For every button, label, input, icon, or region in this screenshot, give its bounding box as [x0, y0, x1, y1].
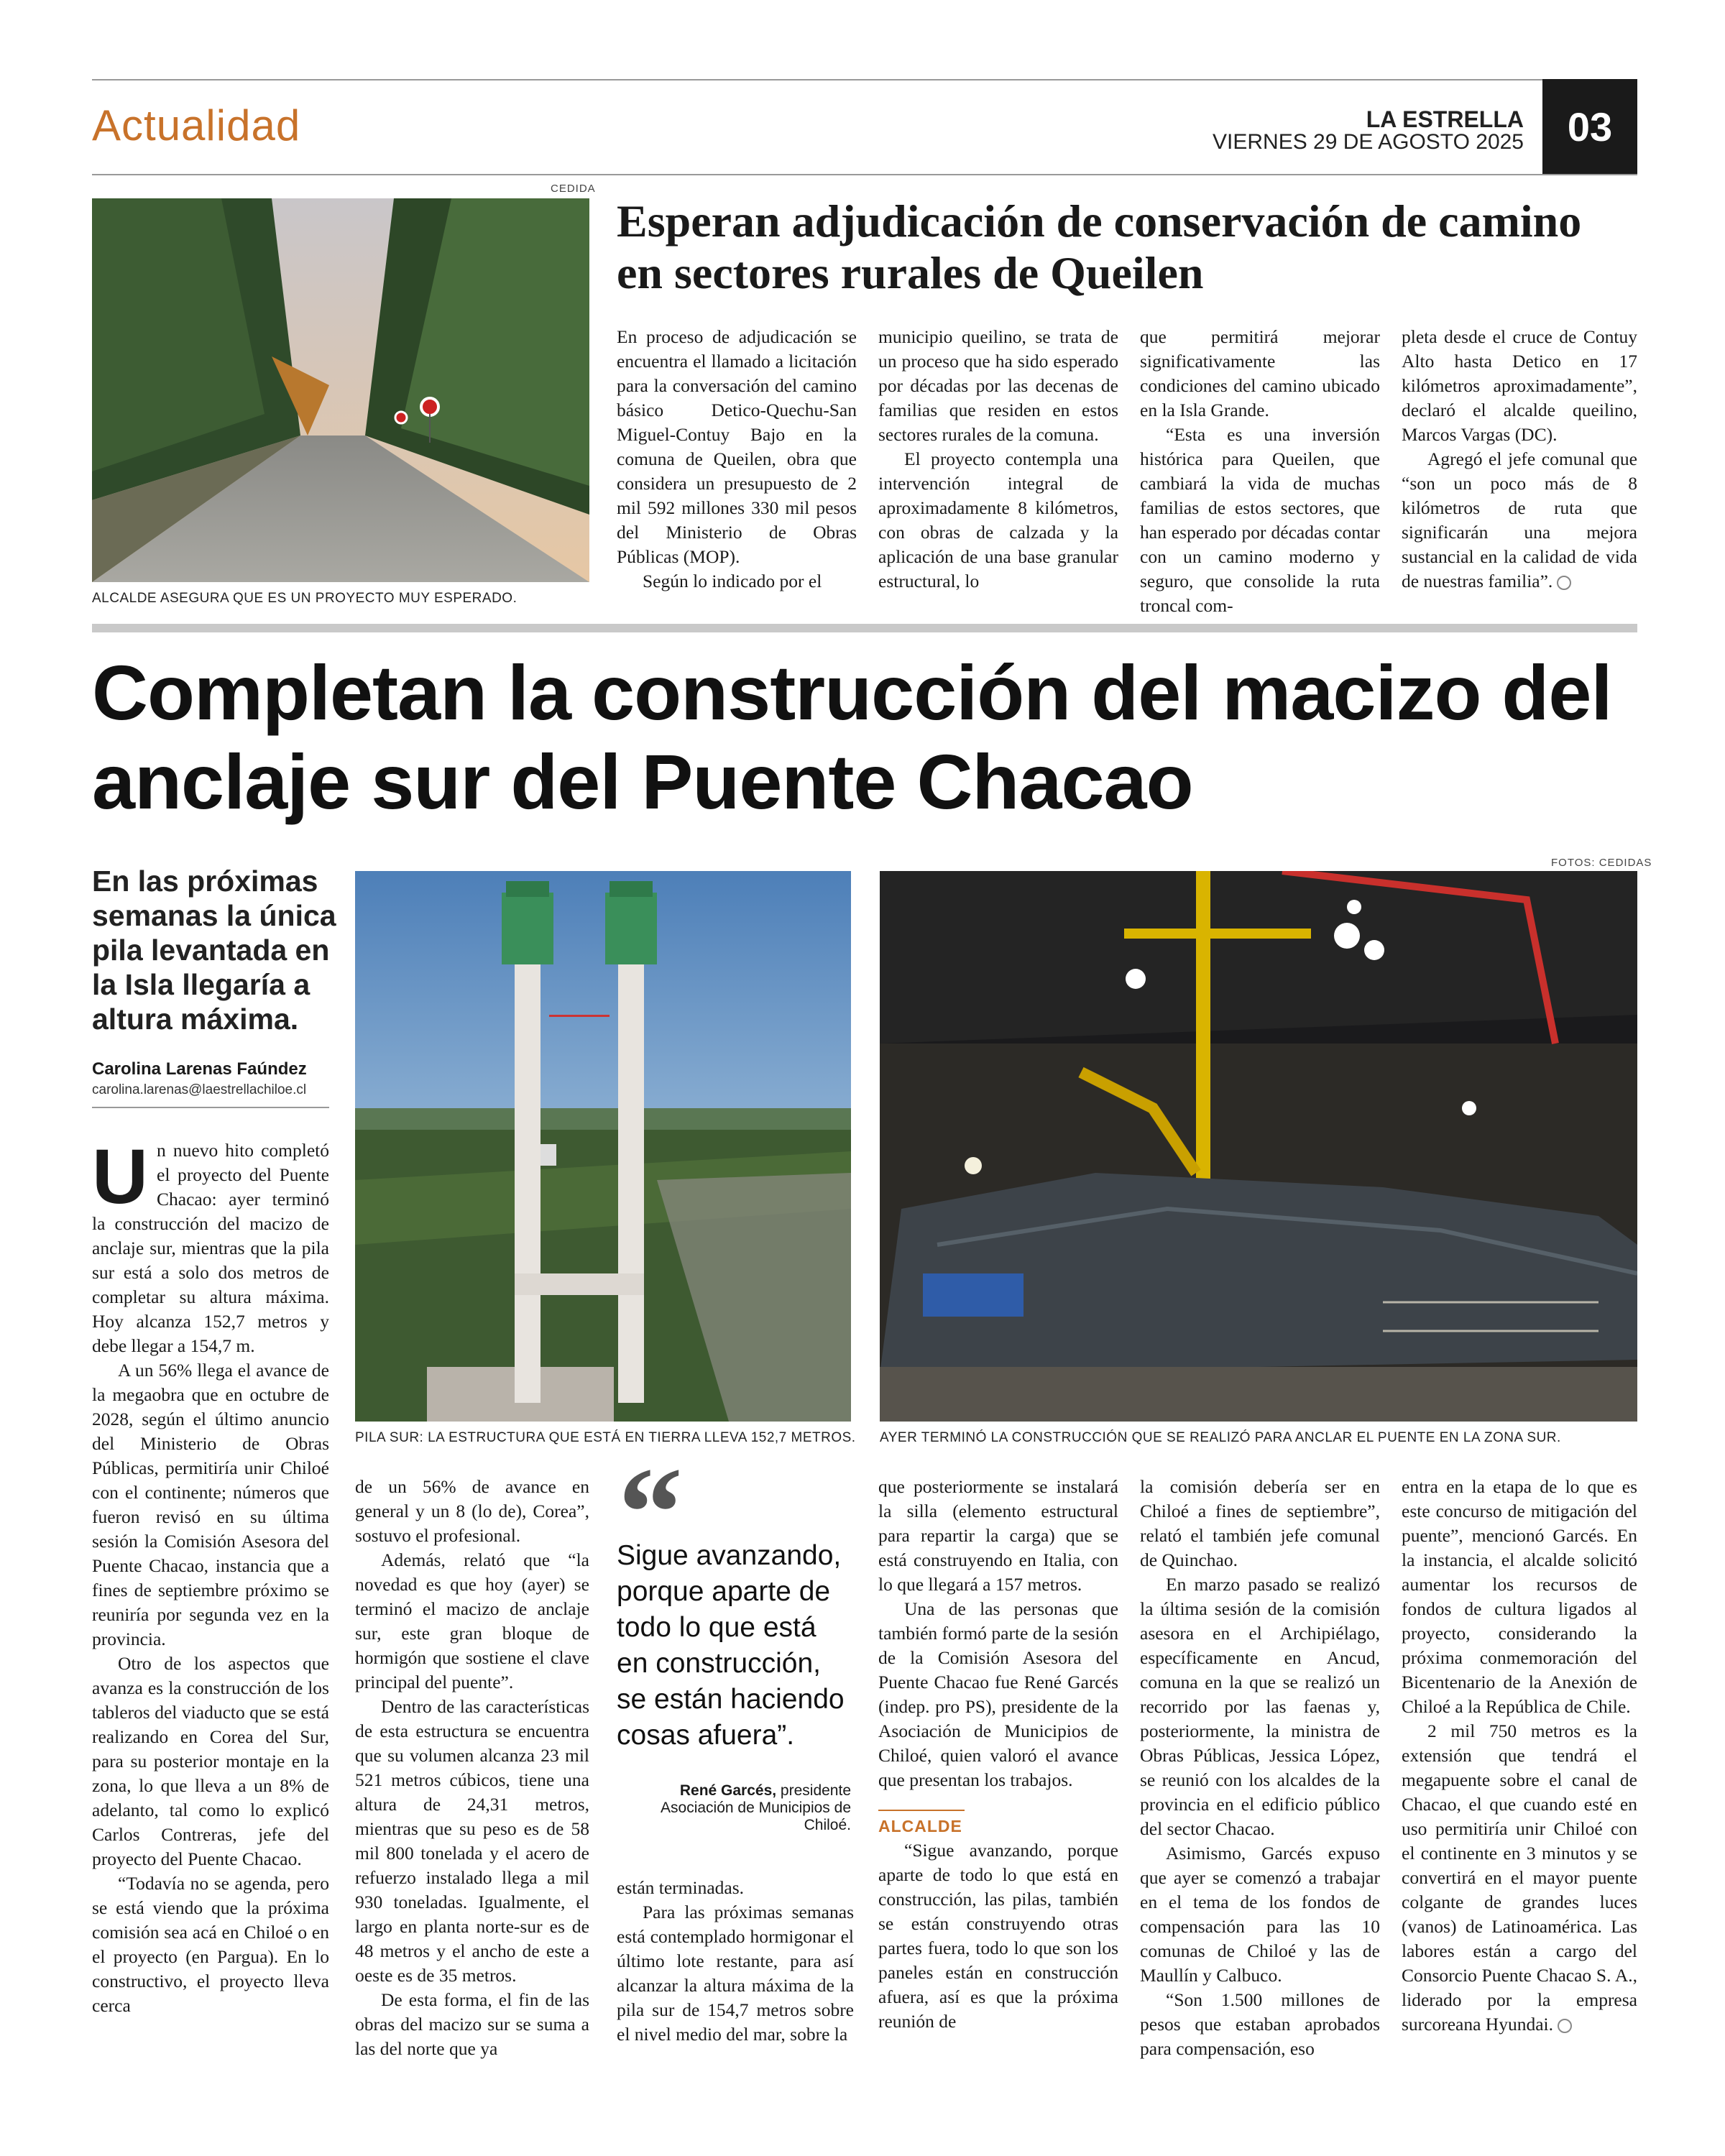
- tower-photo: [355, 871, 851, 1422]
- pull-quote: Sigue avanzando, porque aparte de todo lo que está en construcción, se están haciendo cosas afuera”.: [617, 1540, 845, 1751]
- paragraph: municipio queilino, se trata de un proceso que ha sido esperado por décadas por las decenas de familias que residen en estos sectores rurales de la comuna.: [878, 326, 1118, 445]
- quote-mark-icon: “: [618, 1441, 683, 1584]
- paragraph: En marzo pasado se realizó la última sesión de la comisión asesora en el Archipiélago, específicamente en Ancud, comuna en la que se realizó un recorrido por las faenas y, posteriormente, la ministra de Obras Públicas, Jessica López, se reunió con los alcaldes de la provincia en el edificio público del sector Chacao.: [1140, 1574, 1380, 1839]
- byline-email: carolina.larenas@laestrellachiloe.cl: [92, 1082, 307, 1097]
- paper-name: LA ESTRELLA: [1366, 106, 1524, 132]
- paragraph: Asimismo, Garcés expuso que ayer se comenzó a trabajar en el tema de los fondos de compensación para las 10 comunas de Chiloé y las de Maullín y Calbuco.: [1140, 1843, 1380, 1986]
- article-column: [355, 1475, 589, 2061]
- photo-caption: ALCALDE ASEGURA QUE ES UN PROYECTO MUY ESPERADO.: [92, 591, 518, 606]
- road-photo: [92, 198, 589, 582]
- page-number: 03: [1542, 79, 1637, 174]
- article-column: [1140, 325, 1380, 618]
- paragraph: entra en la etapa de lo que es este concurso de mitigación del puente”, mencionó Garcés. En la instancia, el alcalde solicitó aumentar los recursos de fondos de cultura ligados al proyecto, considerando la próxima conmemoración del Bicentenario de la Anexión de Chiloé a la República de Chile.: [1402, 1476, 1637, 1717]
- end-mark-icon: [1557, 576, 1571, 590]
- paragraph: “Sigue avanzando, porque aparte de todo lo que está en construcción, las pilas, también se están construyendo otras partes fuera, todo lo que son los paneles están en construcción afuera, así es que la próxima reunión de: [878, 1840, 1118, 2032]
- paragraph: de un 56% de avance en general y un 8 (lo de), Corea”, sostuvo el profesional.: [355, 1476, 589, 1546]
- paragraph: están terminadas.: [617, 1877, 745, 1898]
- paragraph: pleta desde el cruce de Contuy Alto hasta Detico en 17 kilómetros aproximadamente”, declaró el alcalde queilino, Marcos Vargas (DC).: [1402, 326, 1637, 445]
- paragraph: Además, relató que “la novedad es que hoy (ayer) se terminó el macizo de anclaje sur, este gran bloque de hormigón que sostiene el clave principal del puente”.: [355, 1549, 589, 1692]
- paragraph: que permitirá mejorar significativamente las condiciones del camino ubicado en la Isla Grande.: [1140, 326, 1380, 420]
- end-mark-icon: [1558, 2019, 1572, 2033]
- paragraph: Otro de los aspectos que avanza es la construcción de los tableros del viaducto que se está realizando en Corea del Sur, para su posterior montaje en la zona, lo que lleva a un 8% de adelanto, tal como lo explicó Carlos Contreras, jefe del proyecto del Puente Chacao.: [92, 1653, 329, 1869]
- paragraph: El proyecto contempla una intervención integral de aproximadamente 8 kilómetros, con obras de calzada y la aplicación de una base granular estructural, lo: [878, 448, 1118, 591]
- byline-author: Carolina Larenas Faúndez: [92, 1059, 307, 1079]
- paragraph: “Son 1.500 millones de pesos que estaban aprobados para compensación, eso: [1140, 1989, 1380, 2059]
- paragraph: A un 56% llega el avance de la megaobra que en octubre de 2028, según el último anuncio del Ministerio de Obras Públicas, permitiría unir Chiloé con el continente; números que fueron revisó en su última sesión la Comisión Asesora del Puente Chacao, instancia que a fines de septiembre próximo se reuniría por segunda vez en la provincia.: [92, 1360, 329, 1649]
- paragraph: que posteriormente se instalará la silla (elemento estructural para repartir la carga) que se está construyendo en Italia, con lo que llegará a 157 metros.: [878, 1476, 1118, 1595]
- section-subhead: ALCALDE: [878, 1810, 965, 1838]
- paragraph: “Todavía no se agenda, pero se está viendo que la próxima comisión sea acá en Chiloé o en el proyecto (en Pargua). En lo constructivo, el proyecto lleva cerca: [92, 1873, 329, 2016]
- paragraph: Dentro de las características de esta estructura se encuentra que su volumen alcanza 23 mil 521 metros cúbicos, tiene una altura de 24,31 metros, mientras que su peso es de 58 mil 800 tonelada y el acero de refuerzo instalado llega a mil 930 toneladas. Igualmente, el largo en planta norte-sur es de 48 metros y el ancho de este a oeste es de 35 metros.: [355, 1696, 589, 1986]
- paragraph: De esta forma, el fin de las obras del macizo sur se suma a las del norte que ya: [355, 1989, 589, 2059]
- quote-source-role: presidente Asociación de Municipios de Chiloé.: [661, 1782, 851, 1833]
- paragraph: En proceso de adjudicación se encuentra el llamado a licitación para la conversación del camino básico Detico-Quechu-San Miguel-Contuy Bajo en la comuna de Queilen, obra que considera un presupuesto de 2 mil 592 millones 330 mil pesos del Ministerio de Obras Públicas (MOP).: [617, 326, 857, 567]
- paragraph: 2 mil 750 metros es la extensión que tendrá el megapuente sobre el canal de Chacao, el que cuando esté en uso permitiría unir Chiloé con el continente en 3 minutos y se convertirá en el mayor puente colgante de grandes luces (vanos) de Latinoamérica. Las labores están a cargo del Consorcio Puente Chacao S. A., liderado por la empresa surcoreana Hyundai.: [1402, 1720, 1637, 2035]
- main-headline: Completan la construcción del macizo del anclaje sur del Puente Chacao: [92, 649, 1612, 825]
- article-column: [92, 1133, 329, 2018]
- photo-credit: CEDIDA: [551, 183, 596, 195]
- photo-caption: AYER TERMINÓ LA CONSTRUCCIÓN QUE SE REALIZÓ PARA ANCLAR EL PUENTE EN LA ZONA SUR.: [880, 1430, 1561, 1445]
- section-title: Actualidad: [92, 101, 301, 149]
- article-column: [1140, 1475, 1380, 2061]
- paragraph: “Esta es una inversión histórica para Queilen, que cambiará la vida de muchas familias de estos sectores, que han esperado por décadas contar con un camino moderno y seguro, que consolide la ruta troncal com-: [1140, 424, 1380, 616]
- paragraph: Agregó el jefe comunal que “son un poco más de 8 kilómetros de ruta que significarán una mejora sustancial en la calidad de vida de nuestras familia”.: [1402, 448, 1637, 591]
- paragraph: Un nuevo hito completó el proyecto del Puente Chacao: ayer terminó la construcción del macizo de anclaje sur, mientras que la pila sur está a solo dos metros de completar su altura máxima. Hoy alcanza 152,7 metros y debe llegar a 154,7 m.: [92, 1133, 329, 1356]
- paragraph: la comisión debería ser en Chiloé a fines de septiembre”, relató el también jefe comunal de Quinchao.: [1140, 1476, 1380, 1570]
- article-column: [878, 325, 1118, 594]
- article-dek: En las próximas semanas la única pila levantada en la Isla llegaría a altura máxima.: [92, 865, 336, 1036]
- paragraph: Para las próximas semanas está contemplado hormigonar el último lote restante, para así alcanzar la altura máxima de la pila sur de 154,7 metros sobre el nivel medio del mar, sobre la: [617, 1902, 854, 2045]
- quote-source: [617, 1782, 851, 1834]
- article-column: [878, 1475, 1118, 2034]
- photo-credit: FOTOS: CEDIDAS: [1551, 857, 1652, 869]
- drop-cap: U: [92, 1133, 148, 1220]
- paragraph: Según lo indicado por el: [643, 571, 822, 591]
- article-column: [617, 1876, 854, 2047]
- issue-date: VIERNES 29 DE AGOSTO 2025: [1213, 130, 1524, 154]
- night-construction-photo: [880, 871, 1637, 1422]
- paper-masthead: [1213, 108, 1524, 154]
- photo-caption: PILA SUR: LA ESTRUCTURA QUE ESTÁ EN TIERRA LLEVA 152,7 METROS.: [355, 1430, 856, 1445]
- paragraph: Una de las personas que también formó parte de la sesión de la Comisión Asesora del Puente Chacao fue René Garcés (indep. pro PS), presidente de la Asociación de Municipios de Chiloé, quien valoró el avance que presentan los trabajos.: [878, 1598, 1118, 1790]
- article-headline: Esperan adjudicación de conservación de camino en sectores rurales de Queilen: [617, 195, 1582, 298]
- quote-source-name: René Garcés,: [679, 1782, 777, 1799]
- article-column: [617, 325, 857, 594]
- article-column: [1402, 325, 1637, 594]
- article-column: [1402, 1475, 1637, 2037]
